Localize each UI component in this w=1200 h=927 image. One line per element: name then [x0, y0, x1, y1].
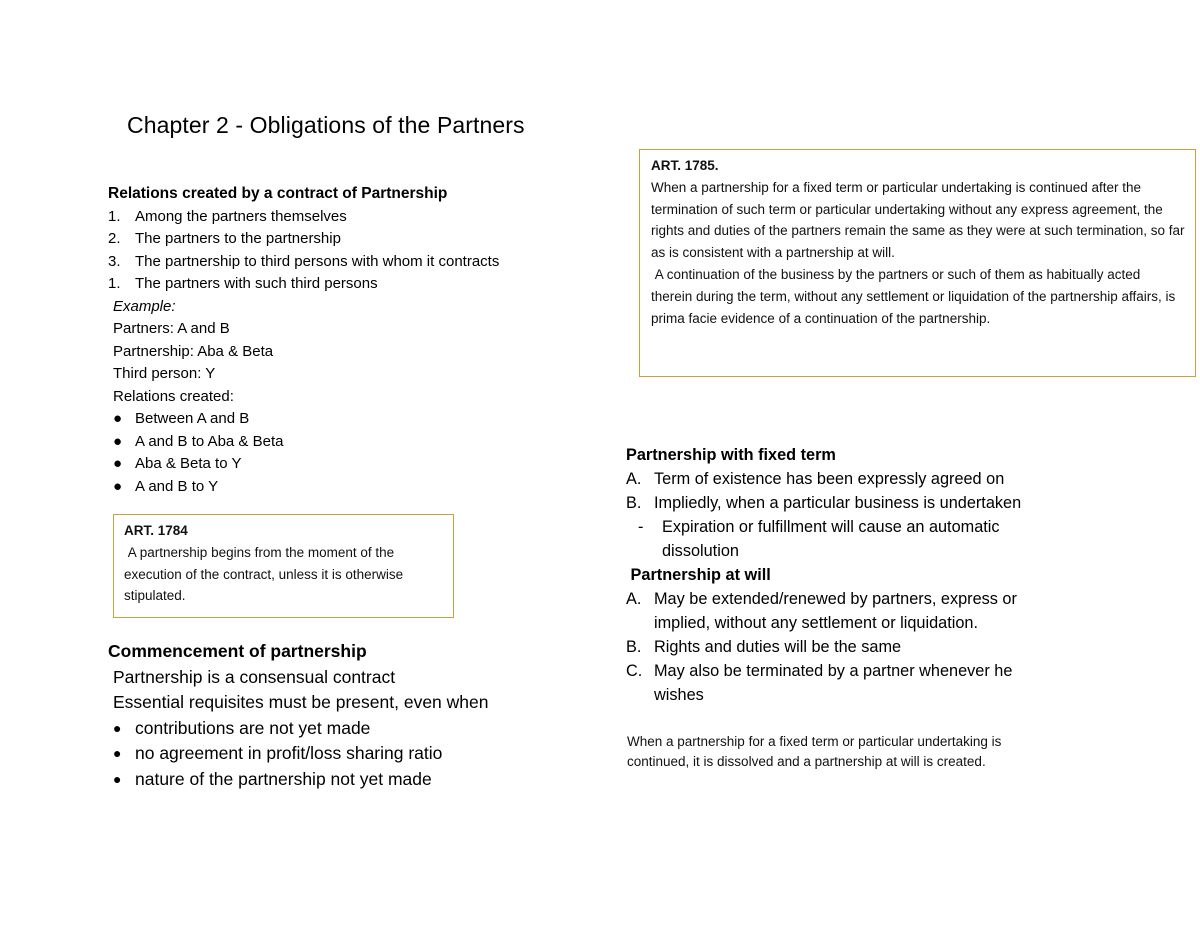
bullet-icon: ● [113, 432, 123, 450]
commencement-bullet: ● contributions are not yet made [108, 716, 578, 742]
art-1785-heading: ART. 1785. [651, 158, 719, 173]
bullet-icon: ● [113, 477, 123, 495]
example-line: Partners: A and B [113, 320, 230, 337]
relations-heading: Relations created by a contract of Partnership [108, 185, 448, 202]
fixed-term-item: A. Term of existence has been expressly agreed on [626, 470, 1005, 488]
relation-bullet: ● Aba & Beta to Y [108, 453, 578, 476]
relations-item: 3. The partnership to third persons with whom it contracts [108, 252, 500, 270]
commencement-line: Partnership is a consensual contract [113, 666, 396, 687]
page-title: Chapter 2 - Obligations of the Partners [127, 112, 525, 138]
art-1784-text: A partnership begins from the moment of the execution of the contract, unless it is otherwise stipulated. [124, 544, 407, 604]
relations-item: 2. The partners to the partnership [108, 230, 341, 247]
example-label: Example: [113, 297, 176, 315]
relation-bullet: ● Between A and B [108, 408, 578, 431]
bullet-icon: ● [113, 770, 122, 787]
art-1785-paragraph: A continuation of the business by the partners or such of them as habitually acted therein during the term, without any settlement or liquidation of the partnership affairs, is prima facie evidence of a continuation of the partnership. [651, 266, 1180, 326]
commencement-bullet: ● no agreement in profit/loss sharing ratio [108, 741, 578, 767]
bullet-icon: ● [113, 719, 122, 736]
example-line: Relations created: [113, 387, 234, 405]
relations-item: 1. Among the partners themselves [108, 207, 347, 225]
art-1784-heading: ART. 1784 [124, 523, 188, 538]
relation-bullet: ● A and B to Y [108, 476, 578, 499]
art-1785-box [639, 149, 1196, 377]
example-line: Third person: Y [113, 365, 216, 382]
relation-bullet: ● A and B to Aba & Beta [108, 431, 578, 454]
art-1784-box [113, 514, 454, 618]
commencement-section [108, 639, 578, 792]
commencement-line: Essential requisites must be present, even when [113, 692, 489, 712]
at-will-item: C. May also be terminated by a partner whenever he wishes [626, 662, 1013, 704]
partnership-types-section [626, 443, 1076, 707]
fixed-term-item: B. Impliedly, when a particular business is undertaken [626, 494, 1022, 512]
at-will-item: A. May be extended/renewed by partners, express or implied, without any settlement or liquidation. [626, 590, 1017, 632]
commencement-heading: Commencement of partnership [108, 641, 367, 661]
fixed-term-heading: Partnership with fixed term [626, 446, 836, 464]
at-will-heading: Partnership at will [626, 566, 771, 584]
relations-section [108, 183, 578, 498]
at-will-item: B. Rights and duties will be the same [626, 638, 902, 656]
bullet-icon: ● [113, 455, 123, 472]
commencement-bullet: ● nature of the partnership not yet made [108, 767, 578, 793]
bullet-icon: ● [113, 410, 123, 427]
fixed-term-subitem: - Expiration or fulfillment will cause an automatic dissolution [638, 518, 1000, 560]
bullet-icon: ● [113, 745, 122, 761]
closing-note: When a partnership for a fixed term or particular undertaking is continued, it is dissolved and a partnership at will is created. [627, 734, 1002, 769]
art-1785-paragraph: When a partnership for a fixed term or particular undertaking is continued after the termination of such term or particular undertaking without any express agreement, the rights and duties of the partners remain the same as they were at such termination, so far as is consistent with a partnership at will. [651, 179, 1185, 261]
relations-item: 1. The partners with such third persons [108, 275, 378, 292]
example-line: Partnership: Aba & Beta [113, 342, 274, 360]
